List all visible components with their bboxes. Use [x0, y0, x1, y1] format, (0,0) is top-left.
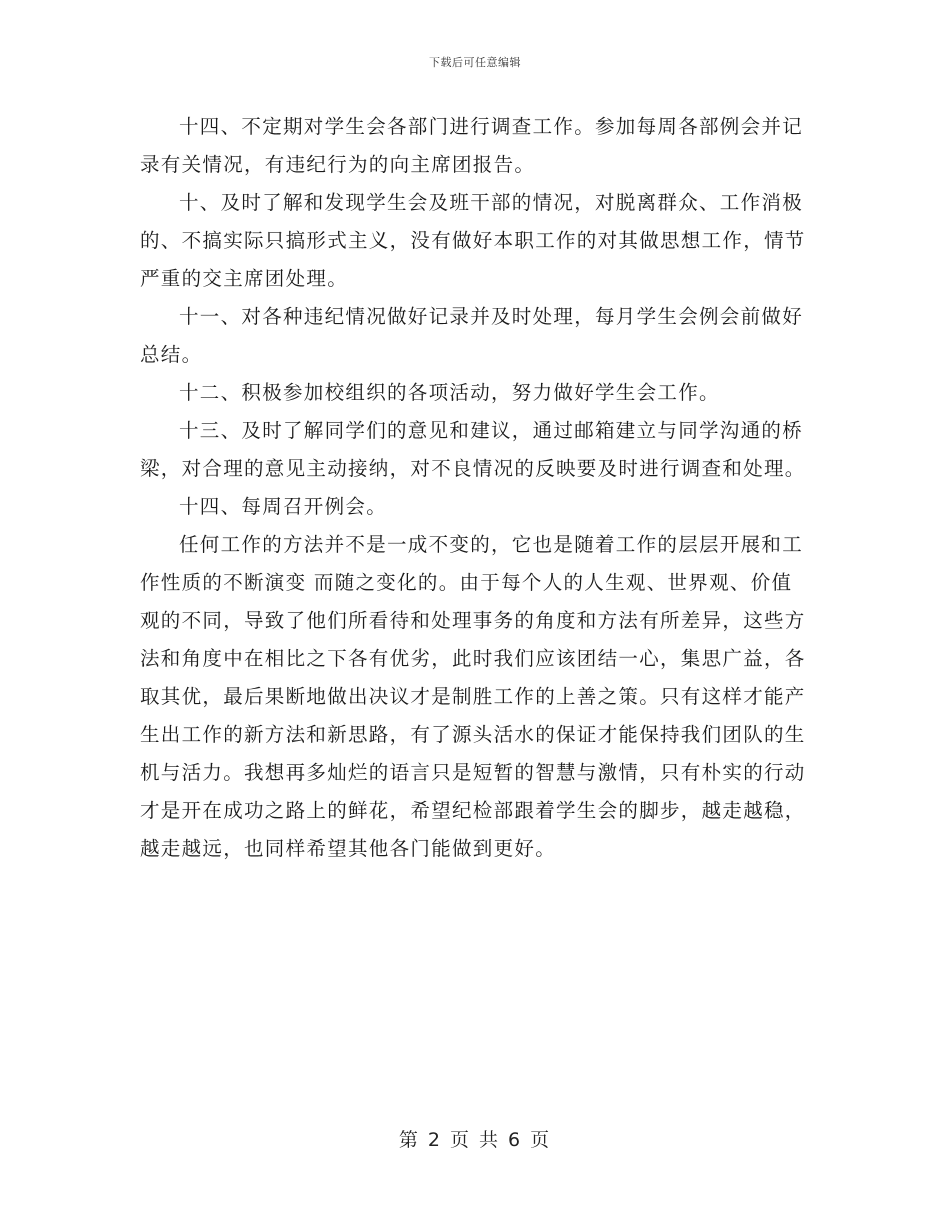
page-header: 下载后可任意编辑: [429, 56, 521, 69]
paragraph-1: 十四、不定期对学生会各部门进行调查工作。参加每周各部例会并记录有关情况，有违纪行为的向主席团报告。: [140, 115, 804, 176]
document-body: [140, 108, 810, 868]
page-number-footer: 第 2 页 共 6 页: [398, 1129, 552, 1151]
paragraph-3: 十一、对各种违纪情况做好记录并及时处理，每月学生会例会前做好总结。: [140, 305, 804, 366]
paragraph-2: 十、及时了解和发现学生会及班干部的情况，对脱离群众、工作消极的、不搞实际只搞形式主义，没有做好本职工作的对其做思想工作，情节严重的交主席团处理。: [140, 191, 806, 290]
paragraph-6: 十四、每周召开例会。: [179, 495, 388, 518]
paragraph-7: 任何工作的方法并不是一成不变的，它也是随着工作的层层开展和工作性质的不断演变 而随之变化的。由于每个人的人生观、世界观、价值观的不同，导致了他们所看待和处理事务的角度和方法有所差异，这些方法和角度中在相比之下各有优劣，此时我们应该团结一心，集思广益，各取其优，最后果断地做出决议才是制胜工作的上善之策。只有这样才能产生出工作的新方法和新思路，有了源头活水的保证才能保持我们团队的生机与活力。我想再多灿烂的语言只是短暂的智慧与激情，只有朴实的行动才是开在成功之路上的鲜花，希望纪检部跟着学生会的脚步，越走越稳，越走越远，也同样希望其他各门能做到更好。: [140, 533, 806, 860]
paragraph-5: 十三、及时了解同学们的意见和建议，通过邮箱建立与同学沟通的桥梁，对合理的意见主动接纳，对不良情况的反映要及时进行调查和处理。: [140, 419, 806, 480]
paragraph-4: 十二、积极参加校组织的各项活动，努力做好学生会工作。: [179, 381, 720, 404]
